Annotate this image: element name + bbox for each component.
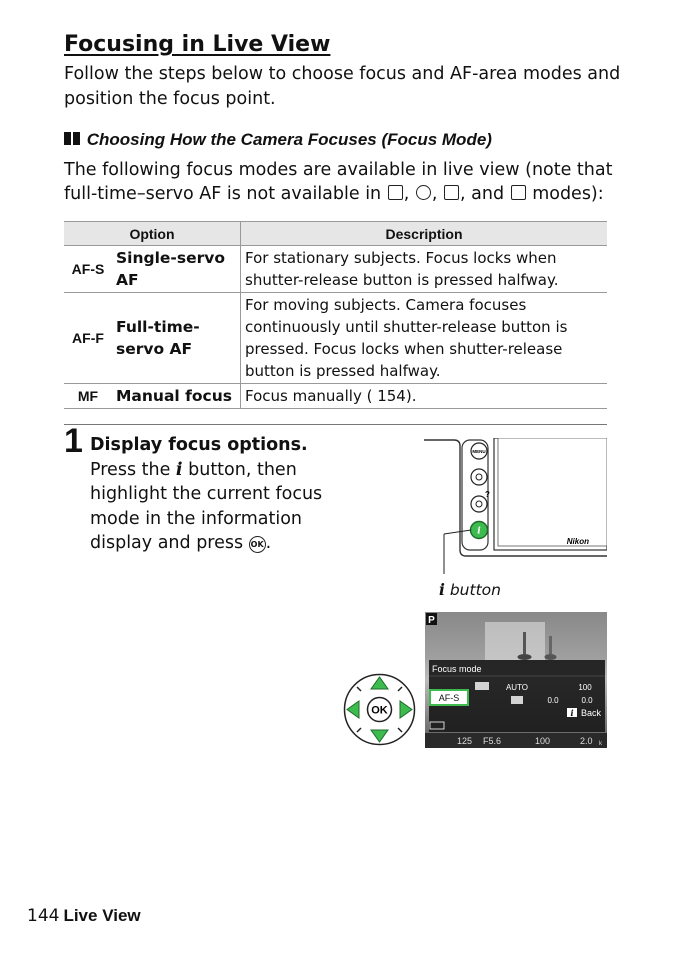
page-title: Focusing in Live View	[64, 32, 331, 57]
mode-description: For stationary subjects. Focus locks when shutter-release button is pressed halfway.	[241, 246, 608, 293]
para-sep: ,	[431, 184, 443, 204]
step-heading: Display focus options.	[90, 435, 308, 455]
lcd-iso: 100	[535, 736, 551, 746]
para-text: modes):	[526, 184, 604, 204]
mode-description: For moving subjects. Camera focuses continuously until shutter-release button is pressed. Focus locks when shutter-release button is pressed halfway.	[241, 293, 608, 384]
lcd-info-display	[425, 612, 607, 748]
table-header-row	[64, 222, 607, 246]
page-footer	[27, 906, 141, 926]
dial-ok-label: OK	[371, 704, 388, 717]
lcd-wb-value: AUTO	[505, 683, 529, 692]
table-row	[64, 384, 607, 409]
mode-name: Manual focus	[112, 384, 241, 409]
table-header-description: Description	[241, 222, 608, 246]
multi-selector-dial	[343, 673, 416, 746]
i-button-glyph: i	[439, 580, 445, 599]
lcd-back-label: Back	[581, 708, 602, 718]
mode-description	[241, 384, 608, 409]
section-name: Live View	[63, 906, 141, 925]
intro-text: Follow the steps below to choose focus and AF-area modes and position the focus point.	[64, 64, 621, 109]
focus-mode-table	[64, 221, 607, 409]
lcd-exp-comp-value: 0.0	[547, 696, 559, 705]
i-button-glyph: i	[175, 459, 183, 480]
step-body: button, then highlight the current focus mode in the information display and press	[90, 459, 323, 553]
focus-modes-paragraph	[64, 158, 634, 206]
lcd-iso-value: 100	[578, 683, 592, 692]
para-text: The following focus modes are available in live view (note that full-time–servo AF is not available in	[64, 160, 613, 204]
pet-portrait-mode-icon	[416, 185, 431, 200]
lcd-aperture: F5.6	[483, 736, 502, 746]
zoom-in-button-icon	[471, 469, 487, 485]
portrait-mode-icon	[388, 185, 403, 200]
i-button-caption	[439, 580, 501, 599]
section-marker-icon	[73, 132, 80, 145]
lcd-remaining: 2.0	[580, 736, 593, 746]
mode-code: MF	[64, 384, 112, 409]
mode-name: Full-time-servo AF	[112, 293, 241, 384]
step-text	[90, 433, 340, 556]
page-number: 144	[27, 906, 60, 926]
step-divider	[64, 424, 607, 425]
lcd-mode: P	[428, 615, 435, 626]
section-marker-icon	[64, 132, 71, 145]
brand-logo: Nikon	[566, 537, 589, 546]
table-header-option: Option	[64, 222, 241, 246]
lcd-remaining-unit: k	[599, 741, 602, 747]
table-row	[64, 246, 607, 293]
mode-code: AF-S	[64, 246, 112, 293]
section-subheading	[64, 130, 492, 150]
mode-name: Single-servo AF	[112, 246, 241, 293]
lcd-shutter: 125	[457, 736, 473, 746]
para-sep: , and	[460, 184, 510, 204]
table-row	[64, 293, 607, 384]
lcd-menu-title: Focus mode	[432, 664, 482, 674]
svg-text:i: i	[477, 526, 481, 537]
mode-code: AF-F	[64, 293, 112, 384]
camera-back-illustration	[424, 438, 607, 574]
food-mode-icon	[444, 185, 459, 200]
step-body: .	[265, 533, 272, 553]
ok-button-icon: OK	[249, 536, 266, 553]
step-number: 1	[64, 422, 83, 460]
manual-focus-desc: Focus manually ( 154).	[245, 387, 417, 405]
subheading-text: Choosing How the Camera Focuses (Focus Mode)	[86, 130, 492, 149]
step-body: Press the	[90, 459, 176, 480]
lcd-flash-comp-value: 0.0	[581, 696, 593, 705]
i-button-label: button	[449, 581, 501, 599]
menu-label: MENU	[472, 449, 486, 454]
para-sep: ,	[403, 184, 415, 204]
svg-text:i: i	[570, 708, 574, 718]
zoom-out-button-icon	[471, 496, 487, 512]
help-glyph: ?	[485, 490, 490, 499]
candlelight-mode-icon	[511, 185, 526, 200]
lcd-selected-mode: AF-S	[438, 693, 460, 703]
